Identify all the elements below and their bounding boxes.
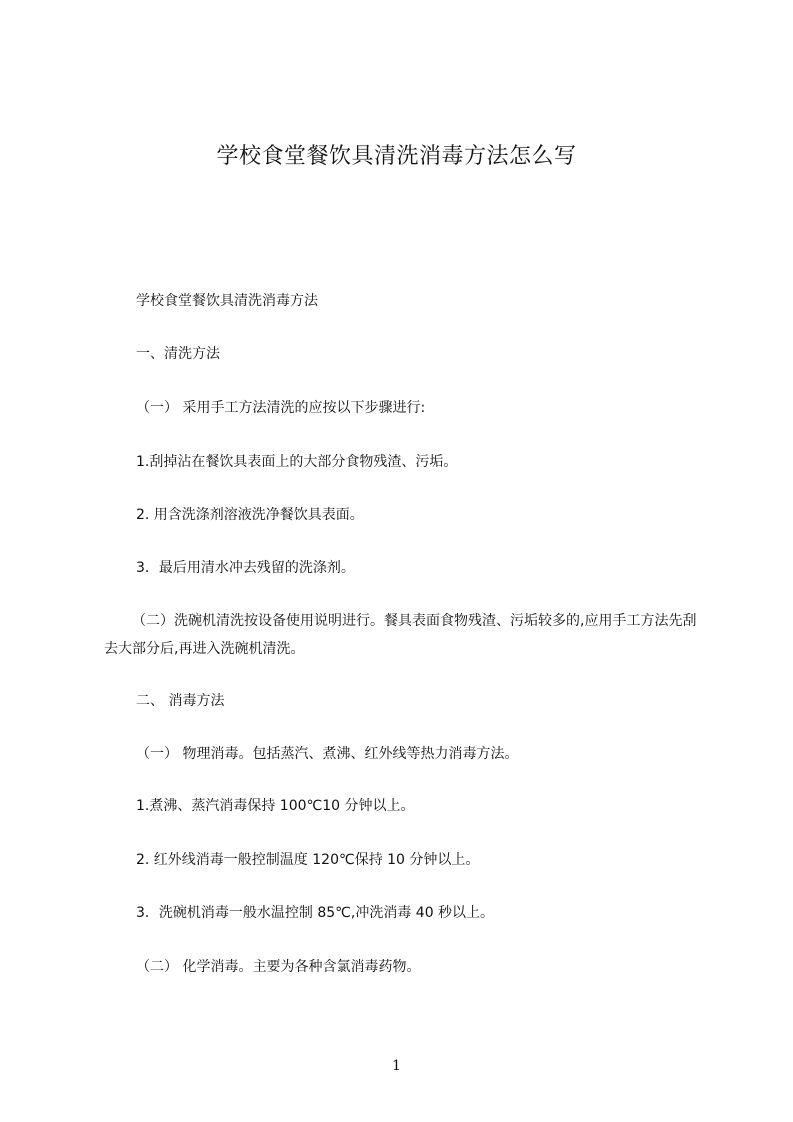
section-heading-disinfection: 二、 消毒方法 (136, 693, 225, 709)
step-1-scrape: 1.刮掉沾在餐饮具表面上的大部分食物残渣、污垢。 (136, 454, 458, 470)
step-2-wash: 2. 用含洗涤剂溶液洗净餐饮具表面。 (136, 507, 364, 523)
page-number: 1 (392, 1058, 401, 1074)
document-title: 学校食堂餐饮具清洗消毒方法怎么写 (216, 144, 577, 169)
subsection-dishwasher-cleaning: （二）洗碗机清洗按设备使用说明进行。餐具表面食物残渣、污垢较多的,应用手工方法先刮去大部分后,再进入洗碗机清洗。 (104, 613, 697, 657)
step-1-boil: 1.煮沸、蒸汽消毒保持 100℃10 分钟以上。 (136, 798, 415, 814)
step-2-infrared: 2. 红外线消毒一般控制温度 120℃保持 10 分钟以上。 (136, 852, 480, 868)
subsection-chemical-disinfection: （二） 化学消毒。主要为各种含氯消毒药物。 (136, 959, 421, 975)
step-3-dishwasher-disinfect: 3．洗碗机消毒一般水温控制 85℃,冲洗消毒 40 秒以上。 (136, 905, 495, 921)
section-heading-main: 学校食堂餐饮具清洗消毒方法 (136, 293, 318, 309)
section-heading-cleaning: 一、清洗方法 (136, 346, 220, 362)
subsection-manual-cleaning: （一） 采用手工方法清洗的应按以下步骤进行: (136, 400, 426, 416)
subsection-physical-disinfection: （一） 物理消毒。包括蒸汽、煮沸、红外线等热力消毒方法。 (136, 746, 519, 762)
step-3-rinse: 3．最后用清水冲去残留的洗涤剂。 (136, 560, 355, 576)
